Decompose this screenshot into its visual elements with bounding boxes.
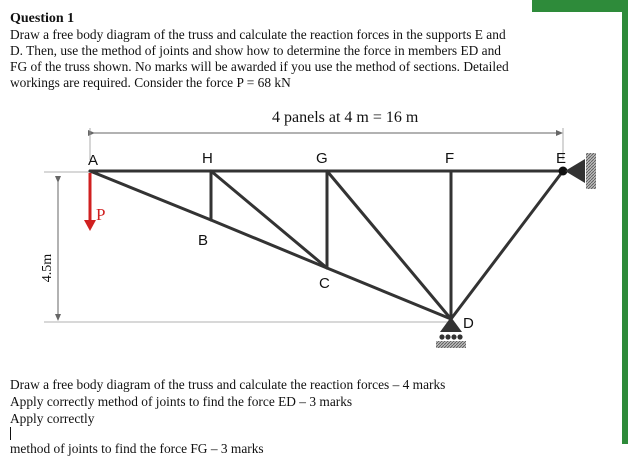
roller-wheel-3 [451,334,456,339]
node-label-H: H [202,150,213,167]
support-ground-D [436,341,466,348]
member-AB [90,171,211,220]
roller-wheel-2 [445,334,450,339]
member-ED [451,171,563,319]
member-BC [211,220,327,268]
question-line-4: workings are required. Consider the force P = 68 kN [10,75,291,90]
marks-line-3-end: method of joints to find the force FG – 3 marks [10,441,264,456]
marks-line-1: Draw a free body diagram of the truss and calculate the reaction forces – 4 marks [10,377,446,392]
member-CD [327,268,451,319]
question-line-3: FG of the truss shown. No marks will be awarded if you use the method of sections. Detailed [10,59,509,74]
node-label-D: D [463,315,474,332]
node-label-E: E [556,150,567,167]
node-label-A: A [88,152,99,169]
text-cursor [10,427,11,440]
height-dimension-label: 4.5m [40,253,55,283]
marks-line-2: Apply correctly method of joints to find the force ED – 3 marks [10,394,353,409]
load-arrow-head [84,220,96,231]
question-line-2: D. Then, use the method of joints and show how to determine the force in members ED and [10,43,502,58]
node-label-F: F [445,150,455,167]
member-GD [327,171,451,319]
roller-support-D [440,317,462,332]
node-label-B: B [198,232,209,249]
support-ground-E [586,153,596,189]
node-label-C: C [319,275,330,292]
roller-wheel-1 [439,334,444,339]
marks-line-3-start: Apply correctly [10,411,95,426]
question-heading: Question 1 [10,11,75,26]
marks-line-3[interactable] [10,410,445,457]
member-HC [211,171,327,268]
load-label-P: P [96,205,106,224]
question-line-1: Draw a free body diagram of the truss and calculate the reaction forces in the supports E and [10,27,506,42]
span-dimension-label: 4 panels at 4 m = 16 m [272,109,419,126]
roller-wheel-4 [457,334,462,339]
pin-support-E [565,159,585,183]
marking-scheme [10,376,445,457]
node-label-G: G [316,150,328,167]
truss-members [90,171,563,319]
